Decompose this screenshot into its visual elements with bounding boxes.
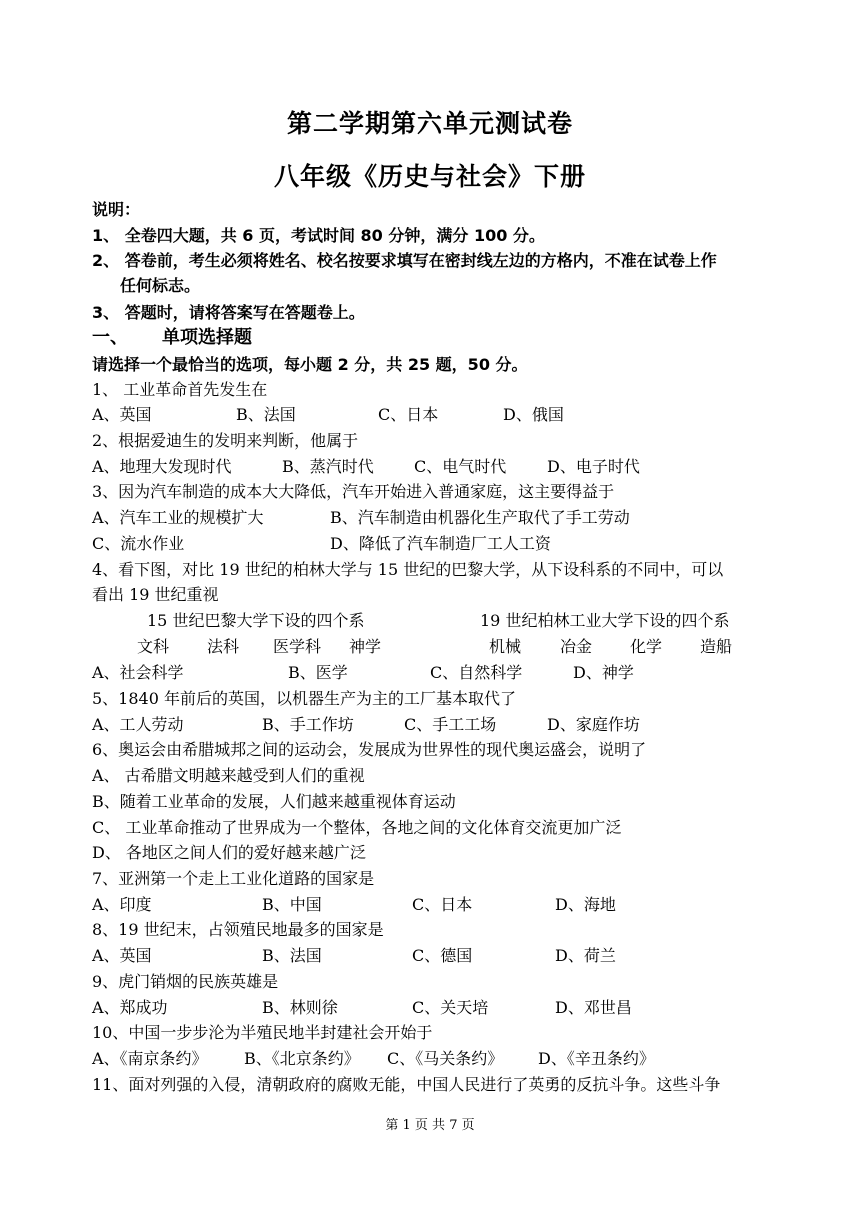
table-cell: 文科 [137,637,170,656]
option: A、社会科学 [92,663,184,682]
option: B、蒸汽时代 [282,457,374,476]
option: A、英国 [92,405,152,424]
option: C、自然科学 [430,663,523,682]
instruction-item: 任何标志。 [120,276,201,295]
question-stem-continued: 看出 19 世纪重视 [92,585,219,604]
option: A、《南京条约》 [92,1049,208,1068]
option: C、 工业革命推动了世界成为一个整体，各地之间的文化体育交流更加广泛 [92,818,622,837]
table-cell: 化学 [630,637,663,656]
exam-title: 第二学期第六单元测试卷 [286,109,573,138]
question-stem: 2、根据爱迪生的发明来判断，他属于 [92,431,359,450]
option: D、俄国 [503,405,564,424]
option: D、 各地区之间人们的爱好越来越广泛 [92,843,366,862]
option: D、荷兰 [555,946,616,965]
instruction-item: 1、 全卷四大题，共 6 页，考试时间 80 分钟，满分 100 分。 [92,226,545,245]
option: A、英国 [92,946,152,965]
option: C、手工工场 [404,715,497,734]
question-stem: 6、奥运会由希腊城邦之间的运动会，发展成为世界性的现代奥运盛会，说明了 [92,740,647,759]
option: C、日本 [378,405,439,424]
table-left-header: 15 世纪巴黎大学下设的四个系 [147,611,365,630]
question-stem: 7、亚洲第一个走上工业化道路的国家是 [92,869,375,888]
option: B、医学 [288,663,348,682]
table-cell: 医学科 [273,637,322,656]
option: C、德国 [412,946,473,965]
exam-subtitle: 八年级《历史与社会》下册 [273,162,586,191]
option: B、随着工业革命的发展，人们越来越重视体育运动 [92,792,456,811]
question-stem: 9、虎门销烟的民族英雄是 [92,972,279,991]
option: A、汽车工业的规模扩大 [92,508,264,527]
option: D、电子时代 [547,457,640,476]
question-stem: 4、看下图，对比 19 世纪的柏林大学与 15 世纪的巴黎大学，从下设科系的不同中，可以 [92,560,724,579]
option: D、《辛丑条约》 [538,1049,655,1068]
question-stem: 1、 工业革命首先发生在 [92,380,268,399]
section-title: 单项选择题 [162,327,252,348]
option: B、手工作坊 [262,715,354,734]
instruction-item: 2、 答卷前，考生必须将姓名、校名按要求填写在密封线左边的方格内，不准在试卷上作 [92,251,717,270]
table-cell: 法科 [207,637,240,656]
option: B、林则徐 [262,998,338,1017]
question-stem: 5、1840 年前后的英国，以机器生产为主的工厂基本取代了 [92,689,516,708]
question-stem: 11、面对列强的入侵，清朝政府的腐败无能，中国人民进行了英勇的反抗斗争。这些斗争 [92,1075,721,1094]
option: D、降低了汽车制造厂工人工资 [330,534,551,553]
option: C、流水作业 [92,534,185,553]
section-number: 一、 [92,327,128,348]
option: A、地理大发现时代 [92,457,232,476]
option: B、汽车制造由机器化生产取代了手工劳动 [330,508,630,527]
option: B、法国 [236,405,296,424]
option: D、邓世昌 [555,998,632,1017]
table-cell: 冶金 [560,637,593,656]
instructions-label: 说明： [92,200,141,219]
table-cell: 机械 [489,637,522,656]
option: B、《北京条约》 [244,1049,360,1068]
question-stem: 3、因为汽车制造的成本大大降低，汽车开始进入普通家庭，这主要得益于 [92,482,615,501]
table-cell: 造船 [700,637,733,656]
option: A、 古希腊文明越来越受到人们的重视 [92,766,365,785]
table-right-header: 19 世纪柏林工业大学下设的四个系 [480,611,730,630]
question-stem: 10、中国一步步沦为半殖民地半封建社会开始于 [92,1023,433,1042]
option: A、郑成功 [92,998,168,1017]
page-footer: 第 1 页 共 7 页 [385,1118,475,1133]
option: C、日本 [412,895,473,914]
option: C、电气时代 [414,457,507,476]
option: D、神学 [573,663,634,682]
instruction-item: 3、 答题时，请将答案写在答题卷上。 [92,303,365,322]
option: C、《马关条约》 [387,1049,504,1068]
table-cell: 神学 [349,637,382,656]
option: A、工人劳动 [92,715,184,734]
option: B、中国 [262,895,322,914]
question-stem: 8、19 世纪末，占领殖民地最多的国家是 [92,920,384,939]
section-note: 请选择一个最恰当的选项，每小题 2 分，共 25 题，50 分。 [92,355,528,374]
option: D、海地 [555,895,616,914]
option: A、印度 [92,895,152,914]
option: D、家庭作坊 [547,715,640,734]
option: B、法国 [262,946,322,965]
option: C、关天培 [412,998,489,1017]
